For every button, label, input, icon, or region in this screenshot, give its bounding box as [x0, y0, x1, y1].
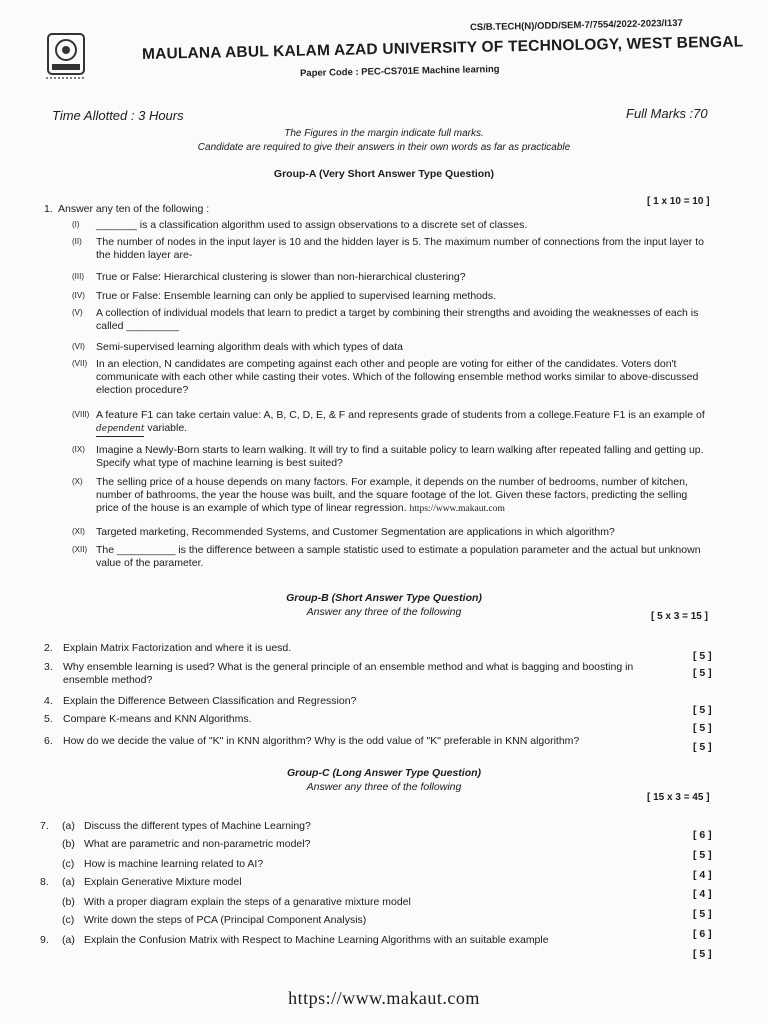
university-logo-icon: [44, 30, 88, 82]
paper-code: Paper Code : PEC-CS701E Machine learning: [299, 63, 500, 80]
group-b-title: Group-B (Short Answer Type Question): [286, 592, 482, 604]
group-a-item-number: (IV): [72, 291, 85, 300]
group-c-question: Discuss the different types of Machine Learning?: [84, 820, 311, 832]
group-a-item-text: The number of nodes in the input layer is 10 and the hidden layer is 5. The maximum number of connections from the input layer to the hidden layer are-: [96, 236, 704, 261]
group-a-item: [96, 236, 708, 262]
group-a-item-text: True or False: Ensemble learning can only be applied to supervised learning methods.: [96, 290, 497, 302]
group-a-item-text: A collection of individual models that learn to predict a target by combining their strengths and avoiding the weaknesses of each is called _________: [96, 307, 699, 332]
group-c-question-part: (a): [62, 934, 75, 946]
group-c-title: Group-C (Long Answer Type Question): [286, 767, 482, 779]
group-a-item: [96, 307, 708, 333]
group-a-item-text-after: variable.: [147, 422, 188, 434]
group-b-question-number: 5.: [44, 713, 53, 725]
group-a-instruction: Answer any ten of the following :: [58, 203, 210, 215]
question-number: 1.: [44, 203, 53, 215]
group-c-question: Write down the steps of PCA (Principal Component Analysis): [84, 914, 367, 926]
group-b-question-number: 6.: [44, 735, 53, 747]
group-b-question: Compare K-means and KNN Algorithms.: [63, 713, 252, 725]
footer-url[interactable]: https://www.makaut.com: [288, 988, 480, 1008]
group-a-item-text: Semi-supervised learning algorithm deals with which types of data: [96, 341, 403, 353]
group-b-question-number: 2.: [44, 642, 53, 654]
group-a-item-number: (IX): [72, 445, 85, 454]
group-c-question-part: (b): [62, 896, 75, 908]
group-c-question-number: 8.: [40, 876, 49, 888]
group-a-item-number: (VI): [72, 342, 85, 351]
group-a-item-text: True or False: Hierarchical clustering is slower than non-hierarchical clustering?: [96, 271, 466, 283]
group-b-question: How do we decide the value of "K" in KNN algorithm? Why is the odd value of "K" preferable in KNN algorithm?: [63, 735, 580, 747]
group-a-item-text: Imagine a Newly-Born starts to learn walking. It will try to find a suitable policy to learn walking after repeated falling and getting up. Specify what type of machine learning is best suited?: [96, 444, 704, 469]
group-a-item-number: (II): [72, 237, 82, 246]
group-a-item-number: (X): [72, 477, 83, 486]
group-c-question-marks: [ 5 ]: [693, 908, 712, 920]
marks-note: The Figures in the margin indicate full marks.: [284, 128, 484, 139]
group-a-item-text: A feature F1 can take certain value: A, B, C, D, E, & F and represents grade of students from a college.Feature F1 is an example of: [96, 409, 705, 421]
group-c-question-part: (b): [62, 838, 75, 850]
group-a-item: [96, 544, 708, 570]
group-b-question-marks: [ 5 ]: [693, 741, 712, 753]
group-c-question-marks: [ 4 ]: [693, 869, 712, 881]
handwritten-answer: dependent: [96, 423, 144, 437]
group-c-question: With a proper diagram explain the steps of a genarative mixture model: [84, 896, 411, 908]
group-b-question: Explain Matrix Factorization and where it is uesd.: [63, 642, 292, 654]
group-c-question-marks: [ 6 ]: [693, 829, 712, 841]
group-a-item: [96, 444, 708, 470]
group-b-question: Explain the Difference Between Classification and Regression?: [63, 695, 357, 707]
group-b-question: Why ensemble learning is used? What is the general principle of an ensemble method and what is bagging and boosting in ensemble method?: [63, 661, 634, 686]
group-b-question-marks: [ 5 ]: [693, 704, 712, 716]
group-b-question-marks: [ 5 ]: [693, 667, 712, 679]
group-a-item: [96, 219, 708, 232]
group-c-subtitle: Answer any three of the following: [306, 781, 462, 793]
group-c-question-number: 7.: [40, 820, 49, 832]
group-c-question-part: (c): [62, 858, 75, 870]
group-a-item: [96, 358, 708, 397]
group-a-item-number: (XII): [72, 545, 88, 554]
group-b-subtitle: Answer any three of the following: [306, 606, 462, 618]
group-b-question-number: 3.: [44, 661, 53, 673]
group-c-marks: [ 15 x 3 = 45 ]: [647, 792, 710, 803]
group-b-question-number: 4.: [44, 695, 53, 707]
group-a-item-number: (III): [72, 272, 84, 281]
university-name: MAULANA ABUL KALAM AZAD UNIVERSITY OF TECHNOLOGY, WEST BENGAL: [141, 33, 744, 63]
group-b-marks: [ 5 x 3 = 15 ]: [651, 611, 708, 622]
group-a-item-text: _______ is a classification algorithm used to assign observations to a discrete set of classes.: [96, 219, 528, 231]
group-a-title: Group-A (Very Short Answer Type Question): [273, 168, 495, 180]
group-a-item: [96, 341, 708, 354]
group-c-question-part: (c): [62, 914, 75, 926]
group-a-item: [96, 409, 708, 437]
candidate-note: Candidate are required to give their answers in their own words as far as practicable: [197, 142, 571, 153]
group-a-item-text: The selling price of a house depends on many factors. For example, it depends on the number of bedrooms, number of kitchen, number of bathrooms, the year the house was built, and the square footage of the lot. Given these factors, predicting the selling price of the house is an example of which type of linear regression.: [96, 476, 688, 514]
group-c-question-marks: [ 4 ]: [693, 888, 712, 900]
group-a-item-number: (I): [72, 220, 80, 229]
group-a-item: [96, 290, 708, 303]
group-c-question-marks: [ 5 ]: [693, 849, 712, 861]
group-b-question-marks: [ 5 ]: [693, 722, 712, 734]
group-a-item: [96, 526, 708, 539]
group-a-item-text: Targeted marketing, Recommended Systems, and Customer Segmentation are applications in which algorithm?: [96, 526, 615, 538]
paper-reference-code: CS/B.TECH(N)/ODD/SEM-7/7554/2022-2023/I137: [469, 17, 683, 34]
full-marks: Full Marks :70: [626, 106, 708, 121]
group-b-question-marks: [ 5 ]: [693, 650, 712, 662]
group-a-item-number: (VIII): [72, 410, 90, 419]
group-a-item-number: (V): [72, 308, 83, 317]
group-c-question-marks: [ 5 ]: [693, 948, 712, 960]
group-c-question-part: (a): [62, 820, 75, 832]
group-c-question-part: (a): [62, 876, 75, 888]
group-a-item-number: (VII): [72, 359, 88, 368]
inline-watermark-url: https://www.makaut.com: [409, 504, 505, 514]
group-a-item-number: (XI): [72, 527, 85, 536]
time-allotted: Time Allotted : 3 Hours: [52, 108, 184, 123]
group-c-question-marks: [ 6 ]: [693, 928, 712, 940]
group-a-marks: [ 1 x 10 = 10 ]: [647, 196, 710, 207]
group-a-item-text: In an election, N candidates are competing against each other and people are voting for either of the candidates. Voters don't communicate with each other while casting their votes. Which of the following ensemble method works similar to above-discussed election procedure?: [96, 358, 699, 396]
group-a-item-text: The __________ is the difference between a sample statistic used to estimate a population parameter and the actual but unknown value of the parameter.: [96, 544, 701, 569]
group-a-item: [96, 476, 708, 516]
group-c-question: Explain Generative Mixture model: [84, 876, 242, 888]
group-a-item: [96, 271, 708, 284]
group-c-question-number: 9.: [40, 934, 49, 946]
group-c-question: Explain the Confusion Matrix with Respect to Machine Learning Algorithms with an suitable example: [84, 934, 549, 946]
group-c-question: What are parametric and non-parametric model?: [84, 838, 311, 850]
group-c-question: How is machine learning related to AI?: [84, 858, 264, 870]
